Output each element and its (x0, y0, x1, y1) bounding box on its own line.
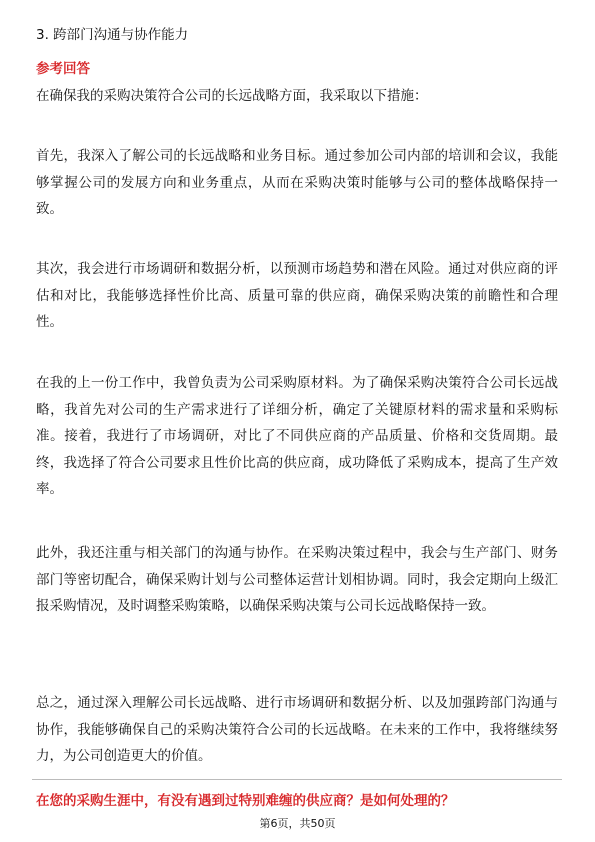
divider-line (32, 779, 562, 780)
next-question: 在您的采购生涯中，有没有遇到过特别难缠的供应商？是如何处理的？ (36, 793, 455, 809)
section-title: 3. 跨部门沟通与协作能力 (36, 27, 189, 43)
answer-label: 参考回答 (36, 61, 90, 77)
answer-paragraph-collaboration: 此外，我还注重与相关部门的沟通与协作。在采购决策过程中，我会与生产部门、财务部门等密切配合，确保采购计划与公司整体运营计划相协调。同时，我会定期向上级汇报采购情况，及时调整采购策略，以确保采购决策与公司长远战略保持一致。 (36, 545, 558, 614)
answer-paragraph-conclusion: 总之，通过深入理解公司长远战略、进行市场调研和数据分析、以及加强跨部门沟通与协作，我能够确保自己的采购决策符合公司的长远战略。在未来的工作中，我将继续努力，为公司创造更大的价值。 (36, 695, 558, 764)
answer-paragraph-first: 首先，我深入了解公司的长远战略和业务目标。通过参加公司内部的培训和会议，我能够掌握公司的发展方向和业务重点，从而在采购决策时能够与公司的整体战略保持一致。 (36, 148, 558, 217)
answer-paragraph-second: 其次，我会进行市场调研和数据分析，以预测市场趋势和潜在风险。通过对供应商的评估和对比，我能够选择性价比高、质量可靠的供应商，确保采购决策的前瞻性和合理性。 (36, 261, 558, 330)
answer-paragraph-intro: 在确保我的采购决策符合公司的长远战略方面，我采取以下措施： (36, 88, 428, 104)
page-number: 第6页，共50页 (259, 817, 336, 830)
answer-paragraph-example: 在我的上一份工作中，我曾负责为公司采购原材料。为了确保采购决策符合公司长远战略，我首先对公司的生产需求进行了详细分析，确定了关键原材料的需求量和采购标准。接着，我进行了市场调研，对比了不同供应商的产品质量、价格和交货周期。最终，我选择了符合公司要求且性价比高的供应商，成功降低了采购成本，提高了生产效率。 (36, 375, 558, 497)
